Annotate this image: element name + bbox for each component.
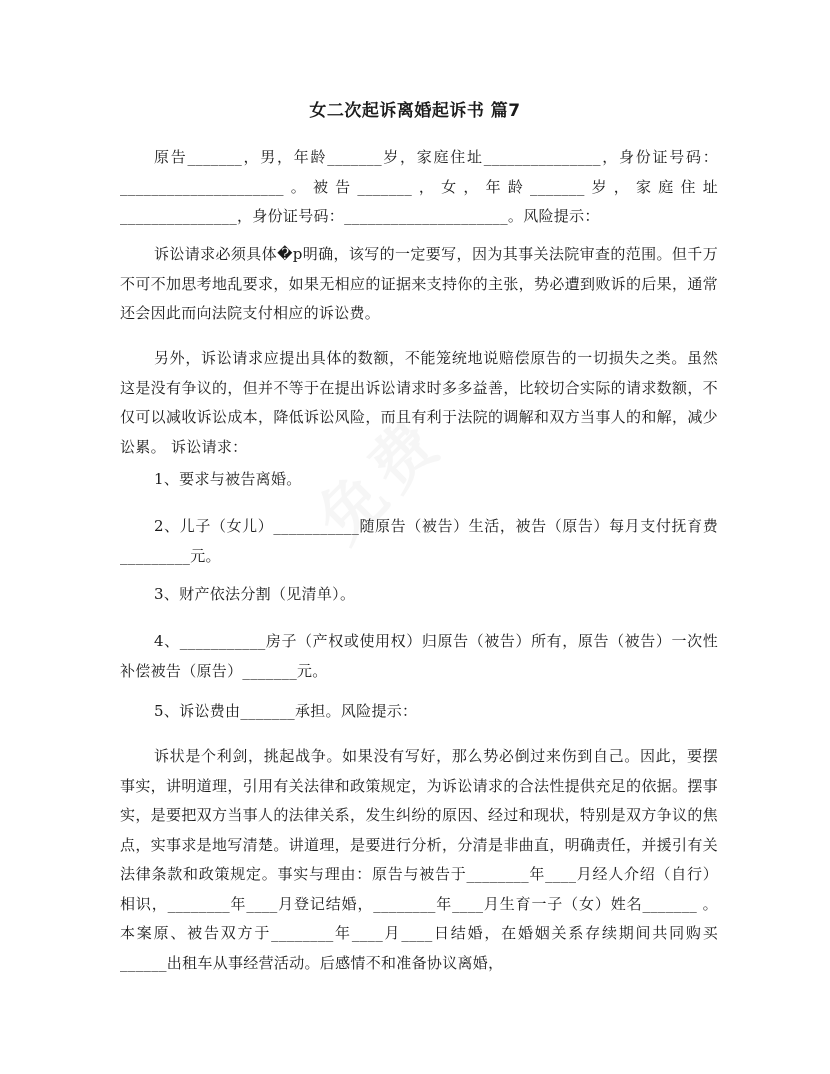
claim-item-4: 4、___________房子（产权或使用权）归原告（被告）所有，原告（被告）一次性补偿被告（原告）_______元。	[120, 632, 718, 680]
facts-and-reasons-paragraph: 诉状是个利剑，挑起战争。如果没有写好，那么势必倒过来伤到自己。因此，要摆事实，讲明道理，引用有关法律和政策规定，为诉讼请求的合法性提供充足的依据。摆事实，是要把双方当事人的法律关系，发生纠纷的原因、经过和现状，特别是双方争议的焦点，实事求是地写清楚。讲道理，是要进行分析，分清是非曲直，明确责任，并援引有关法律条款和政策规定。事实与理由：原告与被告于________年____月经人介绍（自行）相识，________年____月登记结婚，________年____月生育一子（女）姓名_______ 。本案原、被告双方于________年____月____日结婚，在婚姻关系存续期间共同购买______出租车从事经营活动。后感情不和准备协议离婚，	[120, 747, 718, 972]
claim-item-2: 2、儿子（女儿）___________随原告（被告）生活，被告（原告）每月支付抚育费_________元。	[120, 517, 718, 565]
plaintiff-defendant-info-paragraph: 原告_______，男，年龄_______岁，家庭住址_______________，身份证号码：_____________________。被告_______，女，年龄_______岁，家庭住址_______________，身份证号码：_____________________。风险提示：	[120, 148, 718, 225]
claim-item-3: 3、财产依法分割（见清单）。	[154, 585, 356, 603]
claim-item-1: 1、要求与被告离婚。	[154, 470, 302, 488]
document-title: 女二次起诉离婚起诉书 篇7	[309, 101, 521, 121]
claim-item-5: 5、诉讼费由_______承担。风险提示：	[154, 702, 418, 720]
claim-specificity-paragraph: 诉讼请求必须具体�p明确，该写的一定要写，因为其事关法院审查的范围。但千万不可不加思考地乱要求，如果无相应的证据来支持你的主张，势必遭到败诉的后果，通常还会因此而向法院支付相应的诉讼费。	[120, 245, 718, 322]
claim-amount-paragraph: 另外，诉讼请求应提出具体的数额，不能笼统地说赔偿原告的一切损失之类。虽然这是没有争议的，但并不等于在提出诉讼请求时多多益善，比较切合实际的请求数额，不仅可以减收诉讼成本，降低诉讼风险，而且有利于法院的调解和双方当事人的和解，减少讼累。 诉讼请求：	[120, 349, 718, 456]
